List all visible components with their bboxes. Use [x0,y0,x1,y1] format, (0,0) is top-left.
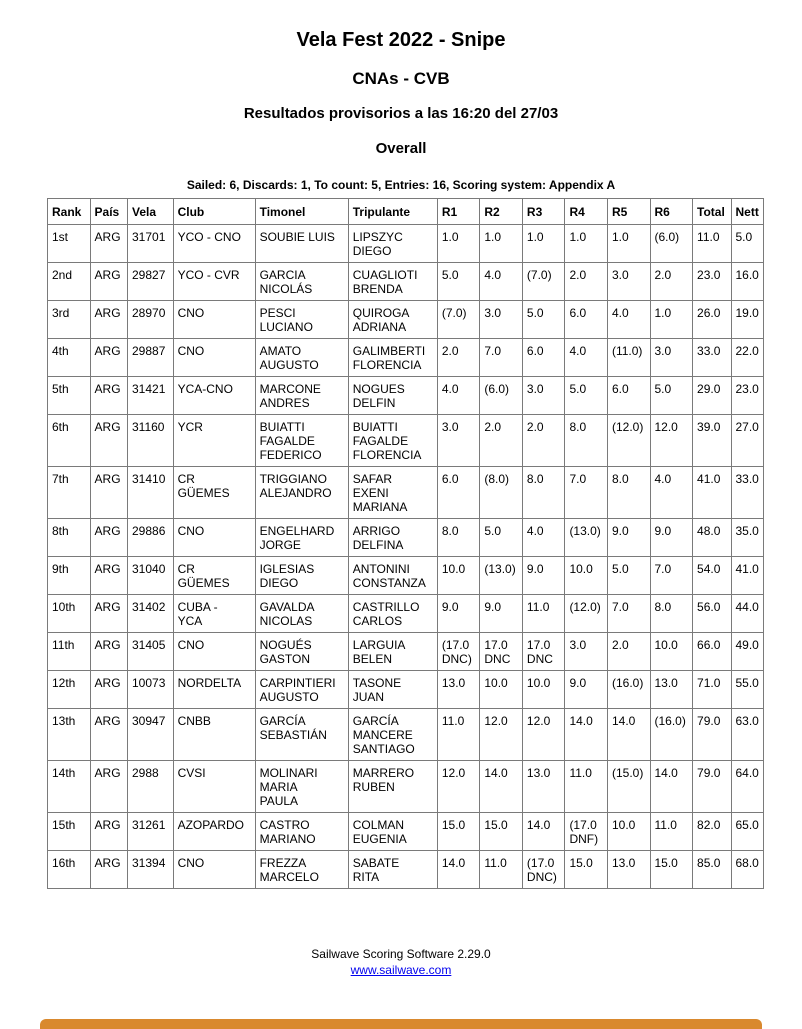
table-cell: ANTONINI CONSTANZA [348,557,437,595]
table-cell: 5.0 [437,263,480,301]
column-header: R1 [437,199,480,225]
results-body [48,225,764,889]
table-cell: FREZZA MARCELO [255,851,348,889]
table-cell: CVSI [173,761,255,813]
column-header: Nett [731,199,764,225]
sailwave-link[interactable]: www.sailwave.com [350,963,452,977]
table-cell: 13.0 [437,671,480,709]
table-cell: 2988 [128,761,174,813]
table-cell: SAFAR EXENI MARIANA [348,467,437,519]
table-cell: 6.0 [565,301,608,339]
table-cell: 11.0 [437,709,480,761]
table-cell: 10.0 [607,813,650,851]
table-row [48,519,764,557]
table-cell: CNO [173,633,255,671]
table-row [48,709,764,761]
results-table [47,198,764,889]
table-cell: 79.0 [693,761,731,813]
table-cell: (8.0) [480,467,523,519]
table-cell: 2.0 [650,263,693,301]
table-cell: (11.0) [607,339,650,377]
table-cell: AMATO AUGUSTO [255,339,348,377]
table-cell: 7.0 [650,557,693,595]
table-cell: ARG [90,761,127,813]
table-cell: (6.0) [480,377,523,415]
table-cell: 9.0 [437,595,480,633]
table-cell: 7.0 [565,467,608,519]
results-status: Resultados provisorios a las 16:20 del 27/03 [243,105,559,122]
table-cell: ARG [90,813,127,851]
table-cell: CNO [173,301,255,339]
table-row [48,671,764,709]
table-cell: NOGUES DELFIN [348,377,437,415]
table-row [48,225,764,263]
table-cell: ARG [90,263,127,301]
table-cell: 3.0 [437,415,480,467]
table-cell: NOGUÉS GASTON [255,633,348,671]
table-cell: 22.0 [731,339,764,377]
table-cell: GARCÍA SEBASTIÁN [255,709,348,761]
table-cell: 4.0 [607,301,650,339]
table-cell: 4.0 [522,519,565,557]
table-cell: 48.0 [693,519,731,557]
table-cell: NORDELTA [173,671,255,709]
table-cell: 8th [48,519,91,557]
table-cell: 1.0 [522,225,565,263]
table-cell: 12.0 [522,709,565,761]
table-cell: 14.0 [522,813,565,851]
table-cell: CR GÜEMES [173,467,255,519]
table-cell: (15.0) [607,761,650,813]
table-cell: 12.0 [480,709,523,761]
table-cell: 29887 [128,339,174,377]
table-cell: ARG [90,225,127,263]
column-header: R2 [480,199,523,225]
table-cell: 23.0 [693,263,731,301]
table-cell: TASONE JUAN [348,671,437,709]
table-cell: 15.0 [480,813,523,851]
table-cell: 71.0 [693,671,731,709]
table-cell: 13.0 [607,851,650,889]
table-cell: ARG [90,557,127,595]
table-cell: 11.0 [480,851,523,889]
table-cell: 10073 [128,671,174,709]
bottom-bar [40,1019,762,1029]
table-cell: 63.0 [731,709,764,761]
table-cell: 1.0 [480,225,523,263]
table-cell: 7th [48,467,91,519]
table-cell: 6.0 [437,467,480,519]
table-cell: 30947 [128,709,174,761]
footer-link-wrap [0,963,802,977]
table-cell: ARG [90,377,127,415]
table-cell: CUAGLIOTI BRENDA [348,263,437,301]
table-cell: 31402 [128,595,174,633]
table-cell: 29.0 [693,377,731,415]
table-cell: TRIGGIANO ALEJANDRO [255,467,348,519]
table-cell: MARCONE ANDRES [255,377,348,415]
table-cell: ARG [90,851,127,889]
table-cell: 8.0 [607,467,650,519]
table-cell: 56.0 [693,595,731,633]
table-cell: (12.0) [607,415,650,467]
table-cell: 8.0 [650,595,693,633]
table-cell: 9.0 [522,557,565,595]
table-cell: 1.0 [607,225,650,263]
table-cell: 13.0 [650,671,693,709]
table-cell: (7.0) [522,263,565,301]
table-cell: 7.0 [480,339,523,377]
table-cell: 28970 [128,301,174,339]
table-row [48,851,764,889]
software-credit: Sailwave Scoring Software 2.29.0 [311,947,491,961]
table-cell: 11.0 [565,761,608,813]
table-cell: 14.0 [437,851,480,889]
table-cell: 29886 [128,519,174,557]
table-cell: 85.0 [693,851,731,889]
table-cell: YCO - CNO [173,225,255,263]
table-row [48,263,764,301]
table-cell: (17.0 DNC) [437,633,480,671]
table-cell: 2.0 [522,415,565,467]
table-row [48,813,764,851]
column-header: Timonel [255,199,348,225]
table-cell: 27.0 [731,415,764,467]
table-cell: IGLESIAS DIEGO [255,557,348,595]
table-cell: 3.0 [480,301,523,339]
table-cell: GARCIA NICOLÁS [255,263,348,301]
table-cell: 9.0 [650,519,693,557]
table-cell: CUBA - YCA [173,595,255,633]
table-cell: 39.0 [693,415,731,467]
table-cell: 10.0 [650,633,693,671]
table-cell: 33.0 [731,467,764,519]
table-cell: 17.0 DNC [522,633,565,671]
table-cell: 17.0 DNC [480,633,523,671]
column-header: Rank [48,199,91,225]
table-cell: (16.0) [650,709,693,761]
table-cell: 8.0 [565,415,608,467]
table-cell: 9th [48,557,91,595]
table-cell: 54.0 [693,557,731,595]
table-cell: 10.0 [565,557,608,595]
table-cell: ARG [90,415,127,467]
table-cell: YCA-CNO [173,377,255,415]
table-cell: ARG [90,595,127,633]
table-cell: 16.0 [731,263,764,301]
table-cell: 2.0 [565,263,608,301]
table-cell: AZOPARDO [173,813,255,851]
table-cell: 33.0 [693,339,731,377]
table-cell: CARPINTIERI AUGUSTO [255,671,348,709]
table-cell: ARG [90,467,127,519]
table-cell: 5.0 [650,377,693,415]
table-cell: PESCI LUCIANO [255,301,348,339]
table-cell: 3.0 [650,339,693,377]
table-cell: 68.0 [731,851,764,889]
column-header: Tripulante [348,199,437,225]
table-cell: ARG [90,519,127,557]
table-cell: 26.0 [693,301,731,339]
table-cell: CR GÜEMES [173,557,255,595]
table-cell: 1st [48,225,91,263]
table-cell: 31160 [128,415,174,467]
table-cell: (17.0 DNF) [565,813,608,851]
table-cell: CASTRILLO CARLOS [348,595,437,633]
table-cell: 13th [48,709,91,761]
table-cell: ENGELHARD JORGE [255,519,348,557]
table-cell: 41.0 [693,467,731,519]
table-cell: 64.0 [731,761,764,813]
table-cell: 8.0 [437,519,480,557]
table-cell: 31405 [128,633,174,671]
table-row [48,761,764,813]
table-cell: 15th [48,813,91,851]
table-cell: 3.0 [607,263,650,301]
table-cell: 6.0 [522,339,565,377]
event-title: Vela Fest 2022 - Snipe [296,29,506,51]
table-cell: SOUBIE LUIS [255,225,348,263]
table-cell: 14.0 [480,761,523,813]
table-cell: ARG [90,671,127,709]
table-cell: 3.0 [522,377,565,415]
table-cell: SABATE RITA [348,851,437,889]
table-cell: 5.0 [480,519,523,557]
table-cell: GALIMBERTI FLORENCIA [348,339,437,377]
table-row [48,339,764,377]
table-cell: 14.0 [565,709,608,761]
table-row [48,467,764,519]
table-cell: GARCÍA MANCERE SANTIAGO [348,709,437,761]
column-header: Vela [128,199,174,225]
table-cell: CASTRO MARIANO [255,813,348,851]
table-cell: ARG [90,301,127,339]
table-cell: 15.0 [565,851,608,889]
table-cell: 41.0 [731,557,764,595]
table-cell: (12.0) [565,595,608,633]
table-cell: 31410 [128,467,174,519]
table-cell: (7.0) [437,301,480,339]
header-row [48,199,764,225]
table-cell: 29827 [128,263,174,301]
table-cell: 5.0 [607,557,650,595]
table-cell: 11.0 [522,595,565,633]
table-cell: 4th [48,339,91,377]
table-cell: 2.0 [437,339,480,377]
table-cell: 11.0 [693,225,731,263]
table-cell: 1.0 [437,225,480,263]
table-cell: 5.0 [565,377,608,415]
table-cell: LIPSZYC DIEGO [348,225,437,263]
column-header: R5 [607,199,650,225]
table-cell: ARG [90,633,127,671]
table-cell: 11th [48,633,91,671]
series-summary: Sailed: 6, Discards: 1, To count: 5, Entries: 16, Scoring system: Appendix A [186,178,616,192]
table-cell: 1.0 [565,225,608,263]
table-cell: 10.0 [480,671,523,709]
table-cell: 10th [48,595,91,633]
table-cell: 15.0 [650,851,693,889]
table-cell: GAVALDA NICOLAS [255,595,348,633]
table-cell: 49.0 [731,633,764,671]
table-cell: 2.0 [607,633,650,671]
column-header: Club [173,199,255,225]
table-cell: 12.0 [650,415,693,467]
table-cell: 6.0 [607,377,650,415]
table-cell: 12th [48,671,91,709]
table-cell: 13.0 [522,761,565,813]
table-row [48,557,764,595]
table-cell: 14.0 [607,709,650,761]
table-cell: ARG [90,339,127,377]
table-cell: MOLINARI MARIA PAULA [255,761,348,813]
table-row [48,415,764,467]
table-cell: (16.0) [607,671,650,709]
table-cell: ARG [90,709,127,761]
table-cell: 2.0 [480,415,523,467]
table-cell: 14th [48,761,91,813]
table-cell: LARGUIA BELEN [348,633,437,671]
table-cell: 4.0 [565,339,608,377]
table-cell: 9.0 [565,671,608,709]
column-header: R6 [650,199,693,225]
table-cell: MARRERO RUBEN [348,761,437,813]
table-cell: 4.0 [437,377,480,415]
table-cell: 66.0 [693,633,731,671]
table-cell: 10.0 [437,557,480,595]
table-cell: CNO [173,851,255,889]
table-cell: 2nd [48,263,91,301]
table-cell: 65.0 [731,813,764,851]
column-header: R4 [565,199,608,225]
table-row [48,377,764,415]
table-cell: (6.0) [650,225,693,263]
table-cell: 9.0 [480,595,523,633]
table-cell: 4.0 [650,467,693,519]
table-cell: CNBB [173,709,255,761]
table-cell: 19.0 [731,301,764,339]
table-cell: YCO - CVR [173,263,255,301]
column-header: Total [693,199,731,225]
table-cell: CNO [173,519,255,557]
table-row [48,301,764,339]
table-cell: 16th [48,851,91,889]
table-cell: 7.0 [607,595,650,633]
table-cell: (13.0) [480,557,523,595]
table-cell: 10.0 [522,671,565,709]
table-cell: COLMAN EUGENIA [348,813,437,851]
column-header: País [90,199,127,225]
table-cell: 31421 [128,377,174,415]
table-cell: (13.0) [565,519,608,557]
table-cell: 31261 [128,813,174,851]
column-header: R3 [522,199,565,225]
table-cell: 5.0 [731,225,764,263]
table-cell: 12.0 [437,761,480,813]
table-cell: 14.0 [650,761,693,813]
table-cell: 79.0 [693,709,731,761]
table-cell: (17.0 DNC) [522,851,565,889]
table-cell: 31394 [128,851,174,889]
table-cell: 9.0 [607,519,650,557]
table-cell: YCR [173,415,255,467]
table-cell: BUIATTI FAGALDE FLORENCIA [348,415,437,467]
table-cell: 5.0 [522,301,565,339]
table-cell: 55.0 [731,671,764,709]
table-cell: 44.0 [731,595,764,633]
table-cell: 15.0 [437,813,480,851]
table-row [48,633,764,671]
table-cell: 3rd [48,301,91,339]
table-cell: 6th [48,415,91,467]
table-cell: 31701 [128,225,174,263]
table-cell: 35.0 [731,519,764,557]
table-cell: 23.0 [731,377,764,415]
table-cell: ARRIGO DELFINA [348,519,437,557]
table-cell: CNO [173,339,255,377]
table-cell: 3.0 [565,633,608,671]
table-cell: QUIROGA ADRIANA [348,301,437,339]
table-cell: BUIATTI FAGALDE FEDERICO [255,415,348,467]
table-cell: 5th [48,377,91,415]
table-cell: 4.0 [480,263,523,301]
table-cell: 11.0 [650,813,693,851]
event-subtitle: CNAs - CVB [352,69,450,88]
section-title: Overall [375,140,427,157]
table-cell: 8.0 [522,467,565,519]
table-cell: 1.0 [650,301,693,339]
table-cell: 82.0 [693,813,731,851]
table-row [48,595,764,633]
table-cell: 31040 [128,557,174,595]
